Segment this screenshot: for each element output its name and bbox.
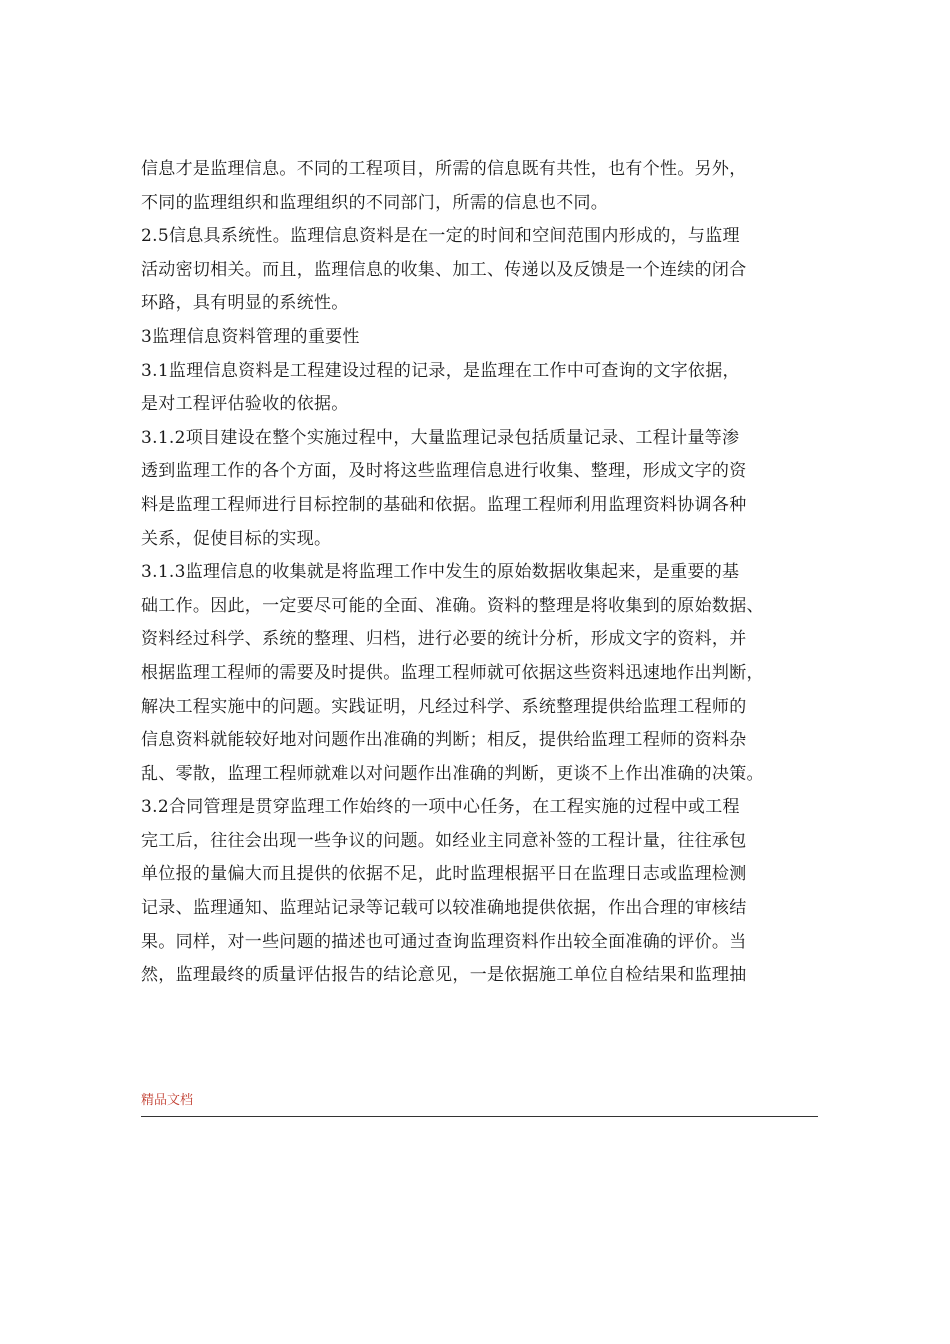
text-line: 3.2合同管理是贯穿监理工作始终的一项中心任务，在工程实施的过程中或工程 xyxy=(141,797,740,818)
text-line: 3.1监理信息资料是工程建设过程的记录，是监理在工作中可查询的文字依据， xyxy=(141,360,740,381)
text-line: 不同的监理组织和监理组织的不同部门，所需的信息也不同。 xyxy=(141,192,609,213)
text-line: 解决工程实施中的问题。实践证明，凡经过科学、系统整理提供给监理工程师的 xyxy=(141,696,747,717)
text-line: 环路，具有明显的系统性。 xyxy=(141,293,349,314)
text-line: 3.1.2项目建设在整个实施过程中，大量监理记录包括质量记录、工程计量等渗 xyxy=(141,427,740,448)
text-line: 乱、零散，监理工程师就难以对问题作出准确的判断，更谈不上作出准确的决策。 xyxy=(141,763,764,784)
section-heading: 3监理信息资料管理的重要性 xyxy=(141,326,360,347)
text-line: 透到监理工作的各个方面，及时将这些监理信息进行收集、整理，形成文字的资 xyxy=(141,461,747,482)
text-line: 2.5信息具系统性。监理信息资料是在一定的时间和空间范围内形成的，与监理 xyxy=(141,226,740,247)
text-line: 资料经过科学、系统的整理、归档，进行必要的统计分析，形成文字的资料，并 xyxy=(141,629,747,650)
page-footer xyxy=(141,1092,818,1117)
text-line: 单位报的量偏大而且提供的依据不足，此时监理根据平日在监理日志或监理检测 xyxy=(141,864,747,885)
text-line: 础工作。因此，一定要尽可能的全面、准确。资料的整理是将收集到的原始数据、 xyxy=(141,595,764,616)
text-line: 信息资料就能较好地对问题作出准确的判断；相反，提供给监理工程师的资料杂 xyxy=(141,730,747,751)
footer-divider xyxy=(141,1116,818,1117)
text-line: 信息才是监理信息。不同的工程项目，所需的信息既有共性，也有个性。另外， xyxy=(141,159,747,179)
text-line: 是对工程评估验收的依据。 xyxy=(141,394,349,415)
text-line: 根据监理工程师的需要及时提供。监理工程师就可依据这些资料迅速地作出判断， xyxy=(141,662,764,683)
text-line: 记录、监理通知、监理站记录等记载可以较准确地提供依据，作出合理的审核结 xyxy=(141,898,747,919)
text-line: 3.1.3监理信息的收集就是将监理工作中发生的原始数据收集起来，是重要的基 xyxy=(141,562,740,583)
text-line: 关系，促使目标的实现。 xyxy=(141,528,332,549)
text-line: 然，监理最终的质量评估报告的结论意见，一是依据施工单位自检结果和监理抽 xyxy=(141,965,747,986)
text-line: 料是监理工程师进行目标控制的基础和依据。监理工程师利用监理资料协调各种 xyxy=(141,494,747,515)
text-line: 完工后，往往会出现一些争议的问题。如经业主同意补签的工程计量，往往承包 xyxy=(141,830,747,851)
text-line: 活动密切相关。而且，监理信息的收集、加工、传递以及反馈是一个连续的闭合 xyxy=(141,259,747,280)
text-line: 果。同样，对一些问题的描述也可通过查询监理资料作出较全面准确的评价。当 xyxy=(141,931,747,952)
footer-label: 精品文档 xyxy=(141,1093,194,1108)
document-body xyxy=(141,153,831,993)
